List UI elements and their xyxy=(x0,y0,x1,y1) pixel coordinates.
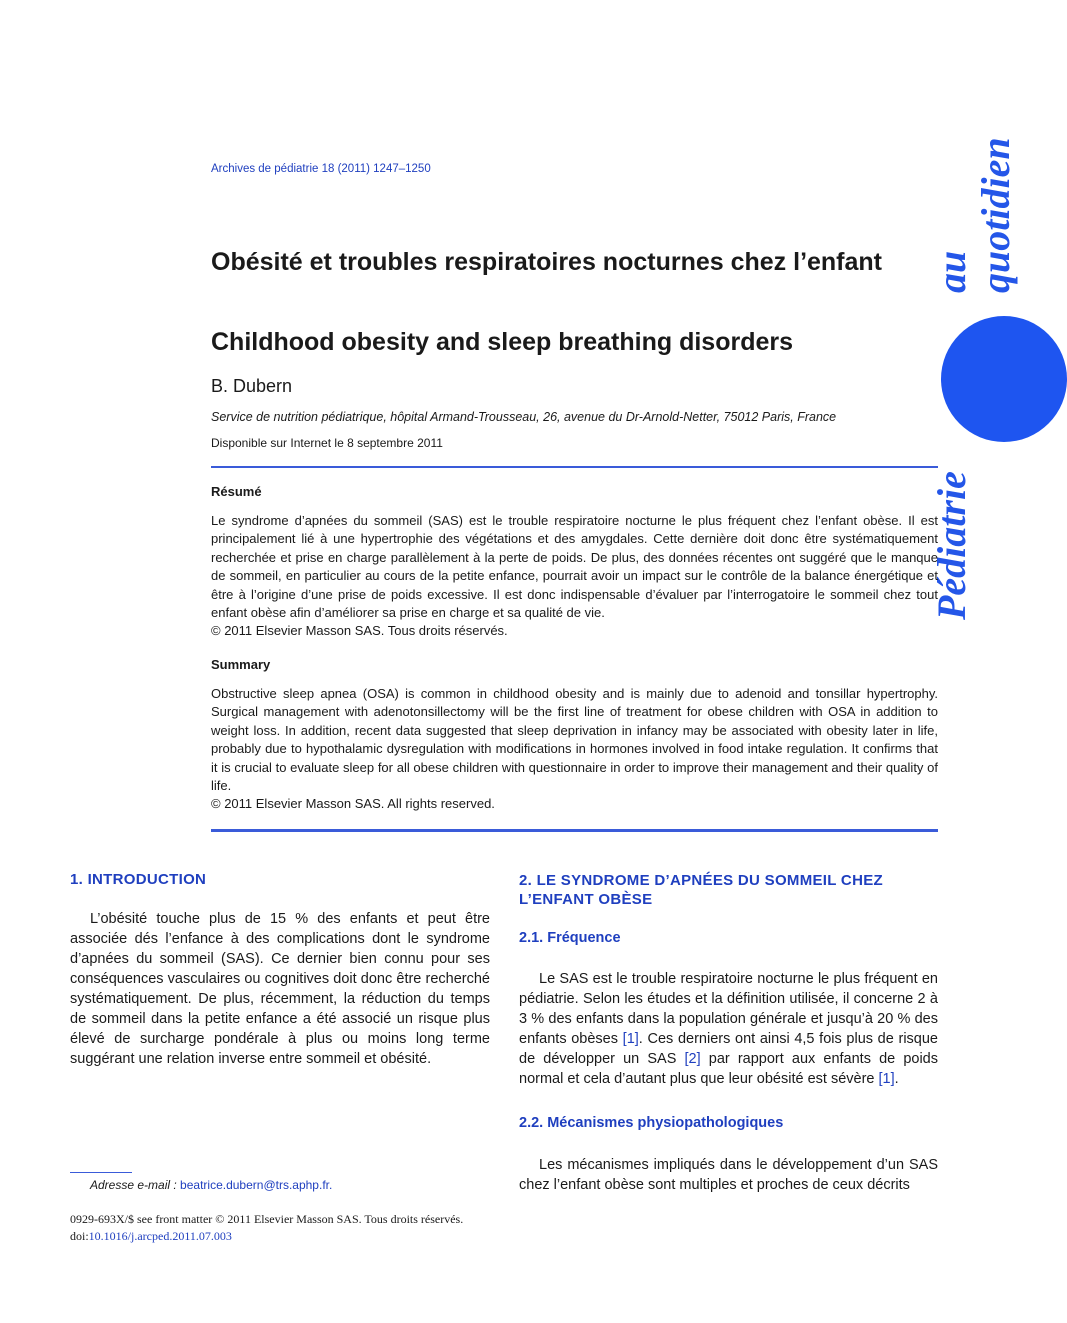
footnote-email xyxy=(90,1178,332,1192)
author: B. Dubern xyxy=(211,376,293,396)
section-sas-heading: 2. LE SYNDROME D’APNÉES DU SOMMEIL CHEZ L’ENFANT OBÈSE xyxy=(519,872,883,908)
reference-link-2[interactable]: [2] xyxy=(684,1051,701,1067)
resume-copyright: © 2011 Elsevier Masson SAS. Tous droits réservés. xyxy=(211,623,508,639)
section-introduction-heading: 1. INTRODUCTION xyxy=(70,871,207,888)
title-french: Obésité et troubles respiratoires nocturnes chez l’enfant xyxy=(211,248,883,276)
subsection-mecanismes-heading: 2.2. Mécanismes physiopathologiques xyxy=(519,1115,784,1131)
frequence-text-part2: . Ces derniers ont ainsi 4,5 fois plus de risque de développer un SAS xyxy=(519,1031,938,1067)
doi-link[interactable]: 10.1016/j.arcped.2011.07.003 xyxy=(88,1229,232,1243)
side-tab-pediatrie: Pédiatrie xyxy=(929,471,974,620)
abstract-top-rule xyxy=(211,466,938,468)
side-tab-disc xyxy=(941,316,1067,442)
resume-text xyxy=(211,512,938,641)
mecanismes-text: Les mécanismes impliqués dans le développement d’un SAS chez l’enfant obèse sont multiples et proches de ceux décrits xyxy=(519,1157,938,1193)
affiliation: Service de nutrition pédiatrique, hôpital Armand-Trousseau, 26, avenue du Dr-Arnold-Netter, 75012 Paris, France xyxy=(211,410,837,424)
summary-copyright: © 2011 Elsevier Masson SAS. All rights reserved. xyxy=(211,796,495,812)
footnote-rule xyxy=(70,1172,132,1173)
resume-body: Le syndrome d’apnées du sommeil (SAS) est le trouble respiratoire nocturne le plus fréquent chez l’enfant obèse. Il est principalement lié à une hypertrophie des végétations et des amygdales. Cette dernière doit donc être systématiquement recherchée et prise en charge parallèlement à la perte de poids. De plus, des données récentes ont suggéré que le manque de sommeil, en particulier au cours de la petite enfance, pourrait avoir un impact sur le contrôle de la balance énergétique et être à l’origine d’une prise de poids excessive. Il est donc indispensable d’évaluer par l’interrogatoire le sommeil chez tout enfant obèse afin d’améliorer sa prise en charge et sa qualité de vie. xyxy=(211,513,938,621)
doi-line xyxy=(70,1228,463,1245)
side-tab-au-quotidien: au quotidien xyxy=(929,137,1018,293)
availability-date: Disponible sur Internet le 8 septembre 2011 xyxy=(211,436,443,450)
reference-link-1[interactable]: [1] xyxy=(622,1031,639,1047)
doi-label: doi: xyxy=(70,1229,89,1243)
front-matter-line: 0929-693X/$ see front matter © 2011 Elsevier Masson SAS. Tous droits réservés. xyxy=(70,1212,464,1226)
title-english: Childhood obesity and sleep breathing disorders xyxy=(211,328,794,356)
reference-link-3[interactable]: [1] xyxy=(878,1071,895,1087)
frequence-text-part1: Le SAS est le trouble respiratoire nocturne le plus fréquent en pédiatrie. Selon les études et la définition utilisée, il concerne 2 à 3 % des enfants dans la population générale et jusqu’à 20 % des enfants obèses xyxy=(519,971,938,1047)
front-matter xyxy=(70,1211,463,1245)
summary-heading: Summary xyxy=(211,657,271,672)
subsection-frequence-heading: 2.1. Fréquence xyxy=(519,930,621,946)
summary-text xyxy=(211,685,938,814)
abstract-bottom-rule xyxy=(211,829,938,832)
frequence-text xyxy=(519,969,938,1089)
introduction-text: L’obésité touche plus de 15 % des enfants et peut être associée dés l’enfance à des complications dont le syndrome d’apnées du sommeil (SAS). Ce dernier bien connu pour ses conséquences vasculaires ou cognitives doit donc être recherché systématiquement. De plus, récemment, la réduction du temps de sommeil dans la petite enfance a été associé un risque plus élevé de surcharge pondérale à plus ou moins long terme suggérant une relation inverse entre sommeil et obésité. xyxy=(70,911,490,1067)
resume-heading: Résumé xyxy=(211,484,262,499)
journal-reference: Archives de pédiatrie 18 (2011) 1247–1250 xyxy=(211,163,431,175)
summary-body: Obstructive sleep apnea (OSA) is common in childhood obesity and is mainly due to adenoid and tonsillar hypertrophy. Surgical management with adenotonsillectomy will be the first line of treatment for obese children with OSA in addition to weight loss. In addition, recent data suggested that sleep deprivation in infancy may be associated with obesity later in life, probably due to hypothalamic dysregulation with modifications in hormones involved in food intake regulation. It confirms that it is crucial to evaluate sleep for all obese children with questionnaire in order to improve their management and their quality of life. xyxy=(211,686,938,794)
footnote-email-label: Adresse e-mail : xyxy=(90,1178,177,1192)
author-email-link[interactable]: beatrice.dubern@trs.aphp.fr. xyxy=(180,1178,333,1192)
frequence-text-part4: . xyxy=(894,1071,899,1087)
frequence-text-part3: par rapport aux enfants de poids normal et cela d’autant plus que leur obésité est sévère xyxy=(519,1051,938,1087)
